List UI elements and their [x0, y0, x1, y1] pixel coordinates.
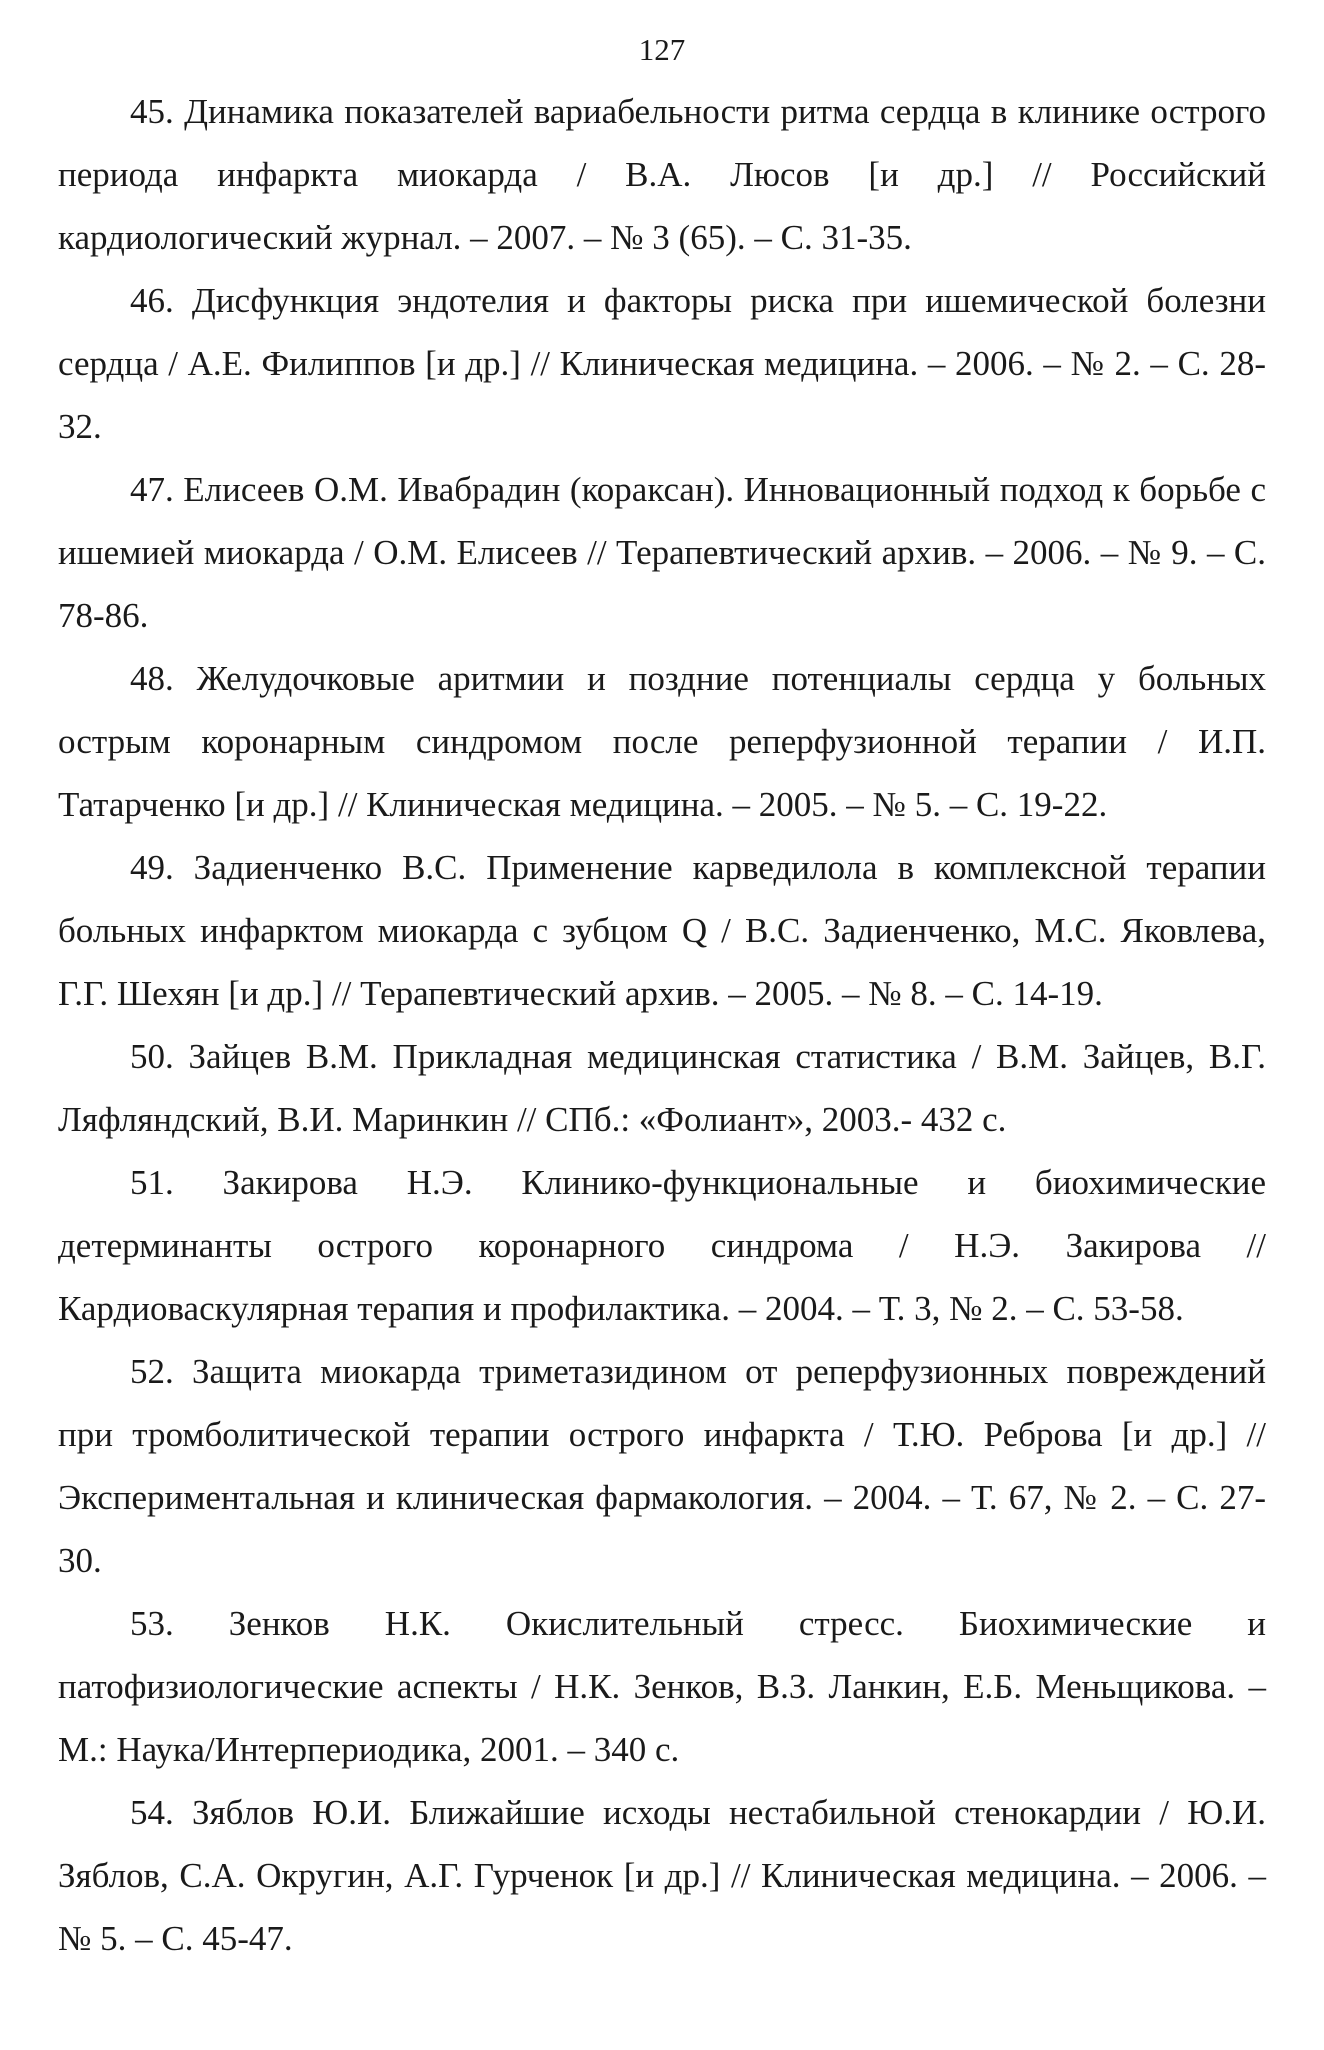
reference-item-53: 53. Зенков Н.К. Окислительный стресс. Биохимические и патофизиологические аспекты / Н.К. Зенков, В.З. Ланкин, Е.Б. Меньщикова. – М.: Наука/Интерпериодика, 2001. – 340 с.: [58, 1604, 1266, 1769]
reference-item-45: 45. Динамика показателей вариабельности ритма сердца в клинике острого периода инфаркта миокарда / В.А. Люсов [и др.] // Российский кардиологический журнал. – 2007. – № 3 (65). – С. 31-35.: [58, 92, 1266, 257]
reference-list: [58, 80, 1266, 1970]
reference-item-49: 49. Задиенченко В.С. Применение карведилола в комплексной терапии больных инфарктом миокарда с зубцом Q / В.С. Задиенченко, М.С. Яковлева, Г.Г. Шехян [и др.] // Терапевтический архив. – 2005. – № 8. – С. 14-19.: [58, 848, 1266, 1013]
reference-item-51: 51. Закирова Н.Э. Клинико-функциональные и биохимические детерминанты острого коронарного синдрома / Н.Э. Закирова // Кардиоваскулярная терапия и профилактика. – 2004. – Т. 3, № 2. – С. 53-58.: [58, 1163, 1266, 1328]
reference-item-50: 50. Зайцев В.М. Прикладная медицинская статистика / В.М. Зайцев, В.Г. Ляфляндский, В.И. Маринкин // СПб.: «Фолиант», 2003.- 432 с.: [58, 1037, 1266, 1139]
page-number: 127: [638, 32, 686, 67]
reference-item-47: 47. Елисеев О.М. Ивабрадин (кораксан). Инновационный подход к борьбе с ишемией миокарда / О.М. Елисеев // Терапевтический архив. – 2006. – № 9. – С. 78-86.: [58, 470, 1266, 635]
reference-item-54: 54. Зяблов Ю.И. Ближайшие исходы нестабильной стенокардии / Ю.И. Зяблов, С.А. Округин, А.Г. Гурченок [и др.] // Клиническая медицина. – 2006. – № 5. – С. 45-47.: [58, 1793, 1266, 1958]
reference-item-48: 48. Желудочковые аритмии и поздние потенциалы сердца у больных острым коронарным синдромом после реперфузионной терапии / И.П. Татарченко [и др.] // Клиническая медицина. – 2005. – № 5. – С. 19-22.: [58, 659, 1266, 824]
reference-item-52: 52. Защита миокарда триметазидином от реперфузионных повреждений при тромболитической терапии острого инфаркта / Т.Ю. Реброва [и др.] // Экспериментальная и клиническая фармакология. – 2004. – Т. 67, № 2. – С. 27-30.: [58, 1352, 1266, 1580]
reference-item-46: 46. Дисфункция эндотелия и факторы риска при ишемической болезни сердца / А.Е. Филиппов [и др.] // Клиническая медицина. – 2006. – № 2. – С. 28-32.: [58, 281, 1266, 446]
